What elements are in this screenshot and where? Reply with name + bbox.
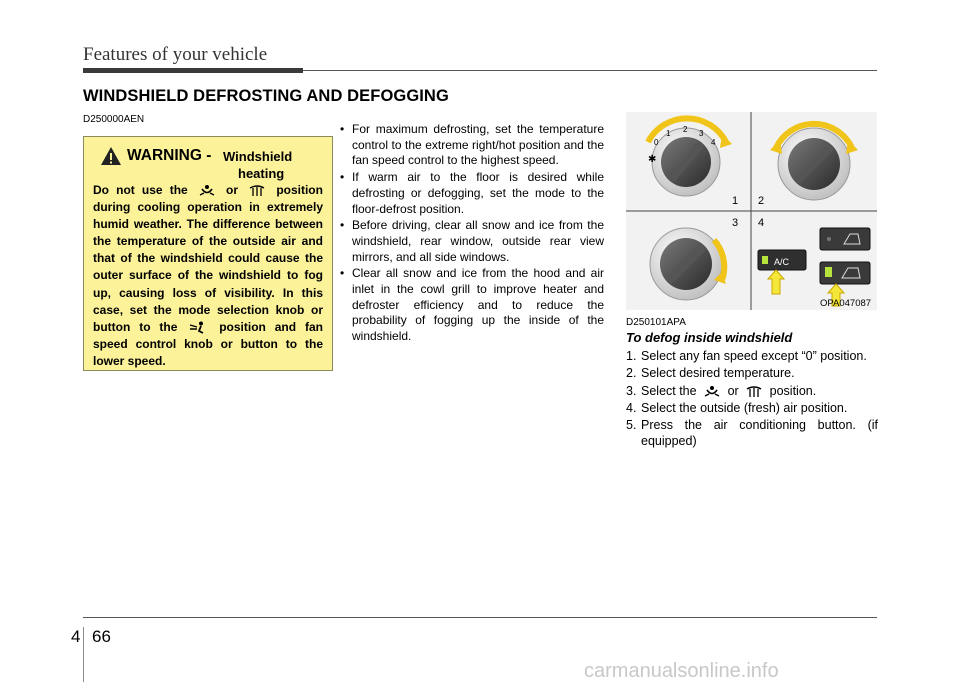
step-item: 1. Select any fan speed except “0” position. — [626, 349, 867, 363]
bullet-column — [337, 122, 604, 346]
warning-subtitle-line1: Windshield — [223, 149, 293, 164]
vent-mode-icon — [189, 321, 207, 334]
step-item: 5. Press the air conditioning button. (if equipped) — [626, 418, 878, 449]
step-item: 3. Select the or position. — [626, 383, 817, 398]
header-rule — [303, 70, 877, 71]
warning-header — [93, 144, 323, 182]
footer-vertical-rule — [83, 627, 84, 682]
temperature-knob — [770, 124, 858, 200]
control-panel-figure — [626, 112, 877, 310]
fan-mark-2: 2 — [683, 125, 688, 134]
footer-page-number: 66 — [92, 627, 111, 646]
defrost-icon — [248, 184, 266, 197]
fan-mark-3: 3 — [699, 129, 704, 138]
figure-code: OPA047087 — [820, 298, 872, 309]
floor-defrost-icon — [703, 385, 721, 398]
warning-text-a: Do not use the — [93, 183, 188, 197]
defrost-icon — [745, 385, 763, 398]
footer-rule — [83, 617, 877, 618]
step-item: 4. Select the outside (fresh) air position. — [626, 400, 848, 415]
warning-triangle-icon — [100, 146, 122, 166]
quadrant-label-3: 3 — [732, 217, 739, 229]
quadrant-label-1: 1 — [732, 195, 739, 207]
subsection-code: D250101APA — [626, 317, 686, 328]
warning-box — [83, 136, 333, 371]
defrost-buttons — [820, 228, 870, 306]
fan-mark-1: 1 — [666, 129, 671, 138]
header-title: Features of your vehicle — [83, 44, 268, 65]
warning-text-b: position during cooling operation in extremely humid weather. The difference between the temperature of the outside air and that of the windshield could cause the outer surface of the windshield to fog up, causing loss of visibility. In this case, set the mode selection knob or button to the — [93, 183, 323, 334]
bullet-item: • Before driving, clear all snow and ice from the windshield, rear window, outside rear view mirrors, and all side windows. — [337, 218, 604, 265]
fan-speed-knob — [648, 118, 732, 196]
quadrant-label-2: 2 — [758, 195, 765, 207]
warning-text-c: position and fan speed control knob or button to the lower speed. — [93, 319, 323, 368]
bullet-item: • For maximum defrosting, set the temperature control to the extreme right/hot position and the fan speed control to the highest speed. — [337, 122, 604, 169]
floor-defrost-icon — [198, 184, 216, 197]
footer-section-number: 4 — [71, 627, 81, 646]
header-bar — [83, 68, 303, 73]
quadrant-label-4: 4 — [758, 217, 765, 229]
step-item: 2. Select desired temperature. — [626, 366, 795, 381]
warning-subtitle-line2: heating — [238, 166, 285, 181]
bullet-item: • Clear all snow and ice from the hood and air inlet in the cowl grill to improve heater and defroster efficiency and to reduce the probability of fogging up the inside of the windshield. — [337, 266, 604, 345]
fan-mark-0: 0 — [654, 138, 659, 147]
section-code: D250000AEN — [83, 114, 145, 125]
ac-button — [758, 250, 806, 294]
bullet-item: • If warm air to the floor is desired while defrosting or defogging, set the mode to the floor-defrost position. — [337, 170, 604, 217]
watermark: carmanualsonline.info — [584, 660, 779, 682]
step-list — [626, 348, 878, 451]
ac-button-label: A/C — [774, 257, 790, 267]
warning-label: WARNING - — [127, 147, 212, 164]
control-knobs-illustration — [626, 112, 877, 310]
section-title: WINDSHIELD DEFROSTING AND DEFOGGING — [83, 87, 449, 105]
mode-knob — [650, 228, 726, 300]
warning-text-or: or — [226, 183, 239, 197]
warning-text — [93, 182, 323, 370]
subsection-title: To defog inside windshield — [626, 330, 793, 345]
fan-icon: ✱ — [648, 154, 657, 165]
fan-mark-4: 4 — [711, 138, 716, 147]
